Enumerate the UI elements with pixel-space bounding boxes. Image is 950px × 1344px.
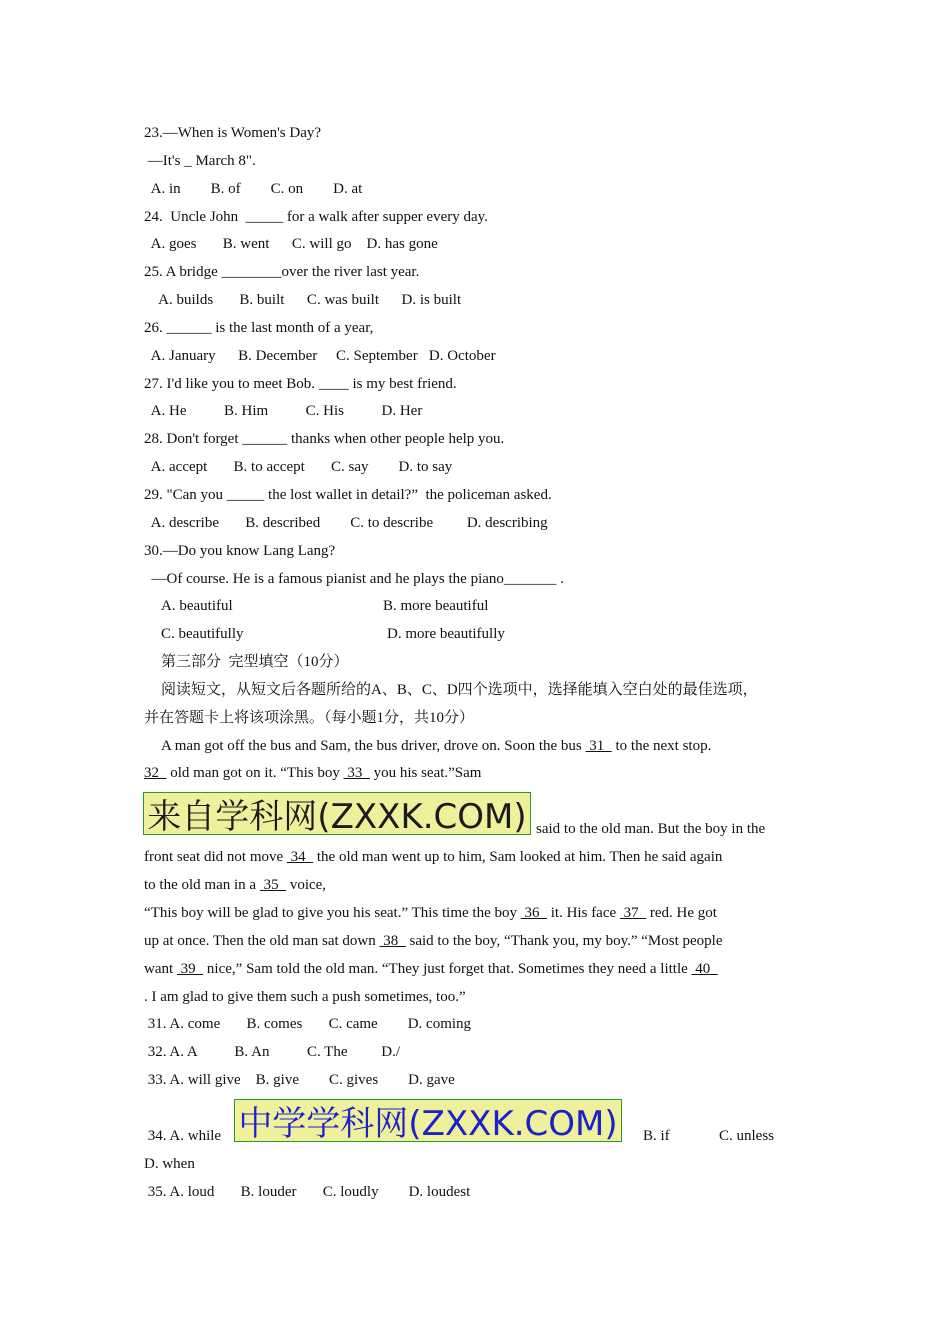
q23-stem: 23.—When is Women's Day? bbox=[144, 125, 322, 141]
passage-line: “This boy will be glad to give you his seat.” This time the boy 36 it. His face 37 red. He got bbox=[144, 905, 717, 921]
answer-35: 35. A. loud B. louder C. loudly D. loudest bbox=[144, 1184, 471, 1200]
q26-stem: 26. ______ is the last month of a year, bbox=[144, 320, 374, 336]
answer-34-c: C. unless bbox=[719, 1128, 775, 1144]
answer-34-d: D. when bbox=[144, 1156, 195, 1172]
q27-options: A. He B. Him C. His D. Her bbox=[144, 403, 423, 419]
passage-line: . I am glad to give them such a push sometimes, too.” bbox=[144, 989, 466, 1005]
answer-33: 33. A. will give B. give C. gives D. gave bbox=[144, 1072, 455, 1088]
q25-options: A. builds B. built C. was built D. is built bbox=[144, 292, 462, 308]
q26-options: A. January B. December C. September D. October bbox=[144, 348, 496, 364]
passage-line: front seat did not move 34 the old man went up to him, Sam looked at him. Then he said again bbox=[144, 849, 723, 865]
q29-stem: 29. "Can you _____ the lost wallet in detail?” the policeman asked. bbox=[144, 487, 552, 503]
answer-34-a: 34. A. while bbox=[144, 1128, 222, 1144]
blank-32: 32 bbox=[144, 765, 167, 781]
passage-line: said to the old man. But the boy in the bbox=[536, 821, 766, 837]
answer-34-b: B. if bbox=[643, 1128, 670, 1144]
passage-line: A man got off the bus and Sam, the bus driver, drove on. Soon the bus 31 to the next stop. bbox=[161, 738, 712, 754]
passage-line: want 39 nice,” Sam told the old man. “They just forget that. Sometimes they need a little 40 bbox=[144, 961, 718, 977]
q23-options: A. in B. of C. on D. at bbox=[144, 181, 363, 197]
q29-options: A. describe B. described C. to describe D. describing bbox=[144, 515, 548, 531]
q24-stem: 24. Uncle John _____ for a walk after supper every day. bbox=[144, 209, 488, 225]
q23-reply: —It's _ March 8". bbox=[144, 153, 256, 169]
blank-31: 31 bbox=[585, 738, 612, 754]
zxxk-logo-banner: 中学学科网(ZXXK.COM) bbox=[234, 1099, 622, 1142]
q30-option-d: D. more beautifully bbox=[387, 626, 505, 642]
answer-31: 31. A. come B. comes C. came D. coming bbox=[144, 1016, 472, 1032]
section-instructions-line2: 并在答题卡上将该项涂黑。（每小题1分，共10分） bbox=[144, 710, 475, 726]
passage-line: to the old man in a 35 voice, bbox=[144, 877, 327, 893]
blank-40: 40 bbox=[691, 961, 718, 977]
section-instructions-line1: 阅读短文，从短文后各题所给的A、B、C、D四个选项中，选择能填入空白处的最佳选项， bbox=[161, 682, 758, 698]
blank-38: 38 bbox=[379, 933, 406, 949]
zxxk-logo-banner: 来自学科网(ZXXK.COM) bbox=[143, 792, 531, 835]
q30-option-b: B. more beautiful bbox=[383, 598, 489, 614]
q30-reply: —Of course. He is a famous pianist and he plays the piano_______ . bbox=[144, 571, 564, 587]
q30-stem: 30.—Do you know Lang Lang? bbox=[144, 543, 336, 559]
q27-stem: 27. I'd like you to meet Bob. ____ is my best friend. bbox=[144, 376, 457, 392]
q24-options: A. goes B. went C. will go D. has gone bbox=[144, 236, 438, 252]
section-title: 第三部分 完型填空（10分） bbox=[161, 654, 349, 670]
blank-37: 37 bbox=[619, 905, 647, 921]
passage-line: up at once. Then the old man sat down 38 said to the boy, “Thank you, my boy.” “Most people bbox=[144, 933, 723, 949]
q25-stem: 25. A bridge ________over the river last year. bbox=[144, 264, 420, 280]
blank-34: 34 bbox=[286, 849, 314, 865]
blank-36: 36 bbox=[520, 905, 548, 921]
q28-options: A. accept B. to accept C. say D. to say bbox=[144, 459, 453, 475]
blank-39: 39 bbox=[176, 961, 204, 977]
blank-35: 35 bbox=[259, 877, 287, 893]
blank-33: 33 bbox=[343, 765, 370, 781]
answer-32: 32. A. A B. An C. The D./ bbox=[144, 1044, 400, 1060]
q30-option-c: C. beautifully bbox=[161, 626, 244, 642]
q28-stem: 28. Don't forget ______ thanks when other people help you. bbox=[144, 431, 505, 447]
q30-option-a: A. beautiful bbox=[161, 598, 233, 614]
passage-line: 32 old man got on it. “This boy 33 you his seat.”Sam bbox=[144, 765, 482, 781]
